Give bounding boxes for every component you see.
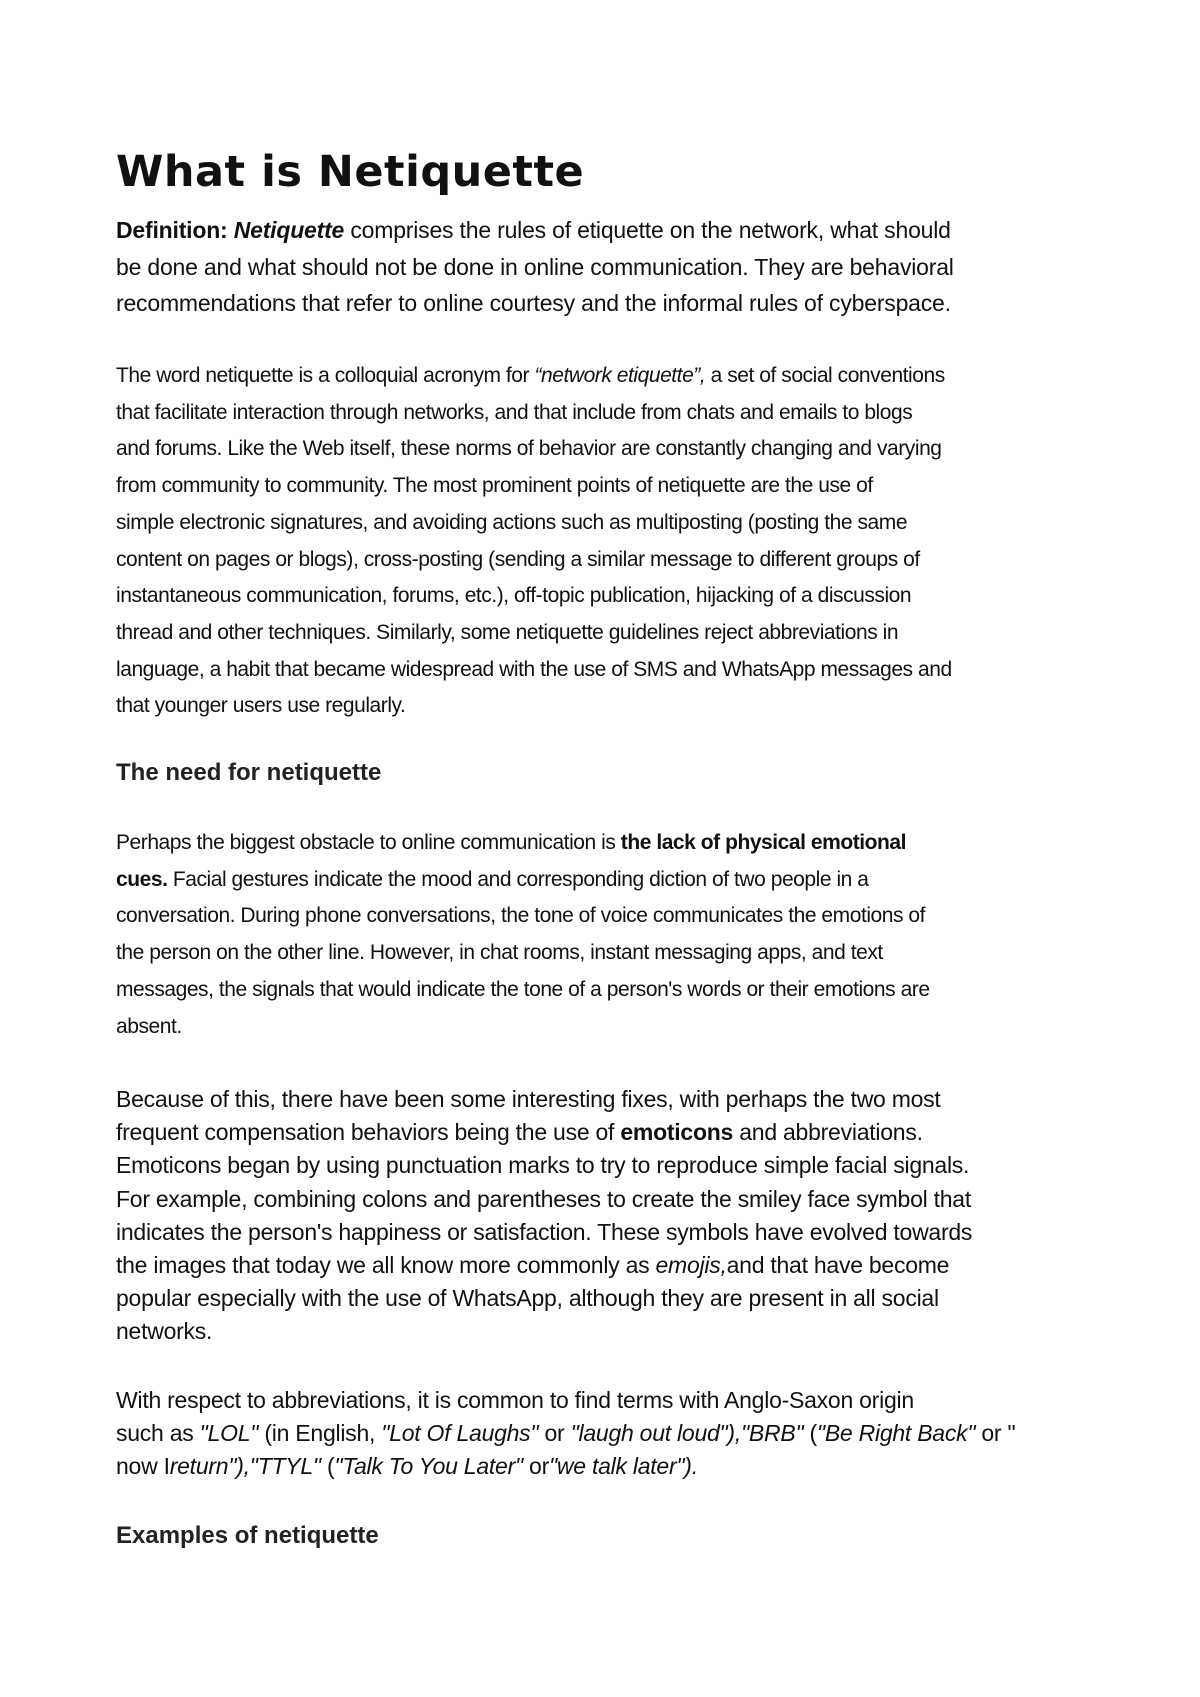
- emoticons-line: For example, combining colons and parentheses to create the smiley face symbol that: [116, 1185, 971, 1212]
- need-line: cues. Facial gestures indicate the mood and corresponding diction of two people in a: [116, 867, 869, 891]
- emoticons-paragraph: [116, 1083, 1116, 1349]
- intro-paragraph: [116, 358, 1116, 725]
- emoticons-line: Emoticons began by using punctuation marks to try to reproduce simple facial signals.: [116, 1152, 970, 1179]
- need-paragraph: [116, 825, 1116, 1045]
- definition-paragraph: [116, 212, 1116, 322]
- emphasis-bold: the lack of physical emotional: [620, 831, 907, 854]
- abbreviations-line: such as "LOL" (in English, "Lot Of Laughs" or "laugh out loud"),"BRB" ("Be Right Back" or ": [116, 1420, 1016, 1447]
- need-line: Perhaps the biggest obstacle to online communication is the lack of physical emotional: [116, 831, 907, 854]
- intro-line: The word netiquette is a colloquial acronym for “network etiquette”, a set of social conventions: [116, 364, 945, 387]
- emoticons-line: the images that today we all know more commonly as emojis,and that have become: [116, 1252, 950, 1279]
- emoticons-line: indicates the person's happiness or satisfaction. These symbols have evolved towards: [116, 1218, 973, 1245]
- intro-line: and forums. Like the Web itself, these norms of behavior are constantly changing and varying: [116, 437, 942, 461]
- definition-line: recommendations that refer to online courtesy and the informal rules of cyberspace.: [116, 290, 951, 316]
- intro-line: thread and other techniques. Similarly, some netiquette guidelines reject abbreviations in: [116, 620, 899, 644]
- definition-label: Definition:: [116, 217, 228, 243]
- emoticons-line: frequent compensation behaviors being the use of emoticons and abbreviations.: [116, 1119, 923, 1146]
- emojis-italic: emojis,: [655, 1252, 727, 1279]
- emoticons-line: networks.: [116, 1318, 213, 1345]
- intro-line: that facilitate interaction through networks, and that include from chats and emails to blogs: [116, 400, 913, 424]
- section-heading-need: The need for netiquette: [116, 759, 382, 786]
- definition-line: Definition: Netiquette comprises the rules of etiquette on the network, what should: [116, 217, 951, 243]
- intro-line: instantaneous communication, forums, etc.), off-topic publication, hijacking of a discussion: [116, 584, 912, 608]
- emoticons-bold: emoticons: [620, 1119, 734, 1146]
- section-heading-examples: Examples of netiquette: [116, 1522, 379, 1549]
- abbreviations-paragraph: [116, 1384, 1116, 1484]
- emoticons-line: popular especially with the use of WhatsApp, although they are present in all social: [116, 1285, 939, 1312]
- emoticons-line: Because of this, there have been some interesting fixes, with perhaps the two most: [116, 1086, 941, 1112]
- need-line: messages, the signals that would indicate the tone of a person's words or their emotions are: [116, 977, 930, 1001]
- need-line: absent.: [116, 1014, 182, 1038]
- definition-term: Netiquette: [233, 217, 345, 243]
- definition-line: be done and what should not be done in online communication. They are behavioral: [116, 253, 954, 280]
- page-title: What is Netiquette: [116, 147, 585, 197]
- intro-line: from community to community. The most prominent points of netiquette are the use of: [116, 474, 873, 498]
- intro-line: language, a habit that became widespread with the use of SMS and WhatsApp messages and: [116, 657, 952, 681]
- intro-line: that younger users use regularly.: [116, 694, 406, 718]
- network-etiquette-quote: “network etiquette”,: [534, 364, 706, 387]
- need-line: the person on the other line. However, in chat rooms, instant messaging apps, and text: [116, 941, 883, 965]
- abbreviations-line: now Ireturn"),"TTYL" ("Talk To You Later" or"we talk later").: [116, 1453, 698, 1480]
- intro-line: content on pages or blogs), cross-posting (sending a similar message to different groups of: [116, 547, 920, 571]
- need-line: conversation. During phone conversations, the tone of voice communicates the emotions of: [116, 904, 926, 928]
- emphasis-bold: cues.: [116, 867, 168, 891]
- intro-line: simple electronic signatures, and avoiding actions such as multiposting (posting the same: [116, 510, 908, 534]
- abbreviations-line: With respect to abbreviations, it is common to find terms with Anglo-Saxon origin: [116, 1387, 914, 1413]
